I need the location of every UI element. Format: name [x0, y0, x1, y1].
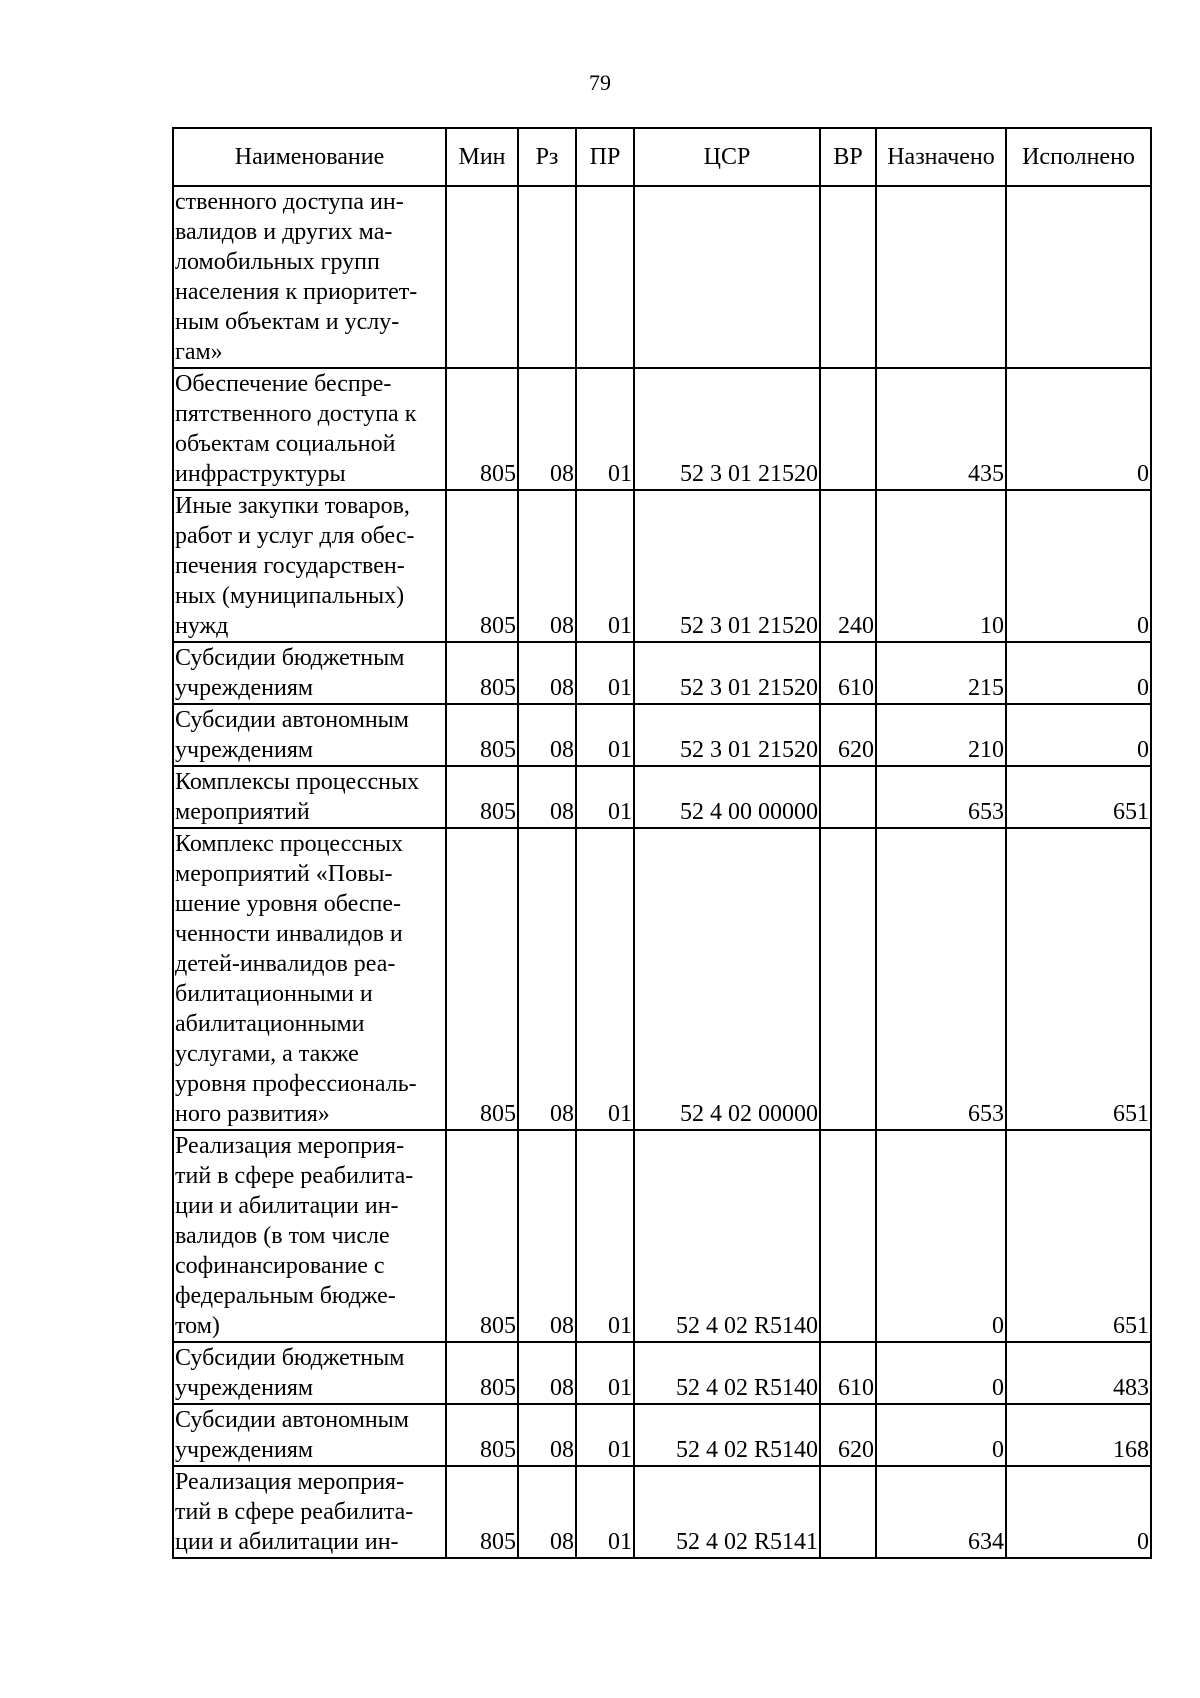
cell-min: 805	[446, 490, 518, 642]
cell-csr: 52 4 02 R5141	[634, 1466, 820, 1558]
cell-name: Субсидии автономным учреждениям	[173, 1404, 446, 1466]
cell-name: Субсидии бюджетным учреждениям	[173, 642, 446, 704]
header-executed: Исполнено	[1006, 128, 1151, 186]
cell-rz: 08	[518, 828, 576, 1130]
cell-csr: 52 4 02 R5140	[634, 1342, 820, 1404]
cell-assigned: 215	[876, 642, 1006, 704]
cell-name: Комплексы процессных мероприятий	[173, 766, 446, 828]
header-pr: ПР	[576, 128, 634, 186]
cell-pr: 01	[576, 1404, 634, 1466]
cell-csr: 52 3 01 21520	[634, 490, 820, 642]
cell-min: 805	[446, 368, 518, 490]
header-rz: Рз	[518, 128, 576, 186]
cell-pr: 01	[576, 704, 634, 766]
cell-name: Субсидии автономным учреждениям	[173, 704, 446, 766]
cell-rz: 08	[518, 704, 576, 766]
cell-csr	[634, 186, 820, 368]
cell-min: 805	[446, 1342, 518, 1404]
cell-min	[446, 186, 518, 368]
cell-vr: 610	[820, 1342, 876, 1404]
cell-executed: 651	[1006, 1130, 1151, 1342]
cell-pr: 01	[576, 766, 634, 828]
cell-pr: 01	[576, 368, 634, 490]
table-row	[173, 1342, 1151, 1404]
cell-vr: 620	[820, 1404, 876, 1466]
cell-name: Иные закупки товаров, работ и услуг для обес- печения государствен- ных (муниципальных) нужд	[173, 490, 446, 642]
cell-executed: 0	[1006, 642, 1151, 704]
cell-vr	[820, 1130, 876, 1342]
cell-assigned: 435	[876, 368, 1006, 490]
table-row	[173, 186, 1151, 368]
table-row	[173, 1404, 1151, 1466]
cell-pr: 01	[576, 642, 634, 704]
cell-assigned: 0	[876, 1404, 1006, 1466]
header-min: Мин	[446, 128, 518, 186]
cell-min: 805	[446, 1404, 518, 1466]
cell-min: 805	[446, 1130, 518, 1342]
cell-csr: 52 4 02 R5140	[634, 1404, 820, 1466]
cell-rz: 08	[518, 766, 576, 828]
cell-min: 805	[446, 766, 518, 828]
cell-rz: 08	[518, 490, 576, 642]
cell-min: 805	[446, 704, 518, 766]
header-name: Наименование	[173, 128, 446, 186]
cell-name: Обеспечение беспре- пятственного доступа к объектам социальной инфраструктуры	[173, 368, 446, 490]
cell-executed: 168	[1006, 1404, 1151, 1466]
page-number: 79	[589, 70, 611, 95]
cell-rz: 08	[518, 1466, 576, 1558]
cell-assigned: 10	[876, 490, 1006, 642]
cell-assigned: 0	[876, 1130, 1006, 1342]
cell-assigned: 653	[876, 766, 1006, 828]
table-row	[173, 704, 1151, 766]
table-body	[173, 186, 1151, 1558]
cell-executed: 651	[1006, 766, 1151, 828]
cell-csr: 52 4 00 00000	[634, 766, 820, 828]
cell-rz: 08	[518, 1342, 576, 1404]
cell-pr	[576, 186, 634, 368]
cell-rz: 08	[518, 1130, 576, 1342]
cell-min: 805	[446, 828, 518, 1130]
cell-csr: 52 4 02 00000	[634, 828, 820, 1130]
cell-name: Реализация мероприя- тий в сфере реабилита- ции и абилитации ин-	[173, 1466, 446, 1558]
budget-table	[172, 127, 1152, 1559]
cell-rz: 08	[518, 1404, 576, 1466]
header-csr: ЦСР	[634, 128, 820, 186]
cell-rz	[518, 186, 576, 368]
cell-assigned: 653	[876, 828, 1006, 1130]
cell-pr: 01	[576, 1130, 634, 1342]
cell-vr	[820, 1466, 876, 1558]
cell-vr: 240	[820, 490, 876, 642]
table-row	[173, 828, 1151, 1130]
cell-assigned	[876, 186, 1006, 368]
table-row	[173, 642, 1151, 704]
table-row	[173, 490, 1151, 642]
cell-executed	[1006, 186, 1151, 368]
header-assigned: Назначено	[876, 128, 1006, 186]
cell-rz: 08	[518, 642, 576, 704]
cell-vr: 620	[820, 704, 876, 766]
cell-rz: 08	[518, 368, 576, 490]
header-row	[173, 128, 1151, 186]
cell-csr: 52 3 01 21520	[634, 704, 820, 766]
cell-vr	[820, 186, 876, 368]
cell-min: 805	[446, 1466, 518, 1558]
table-row	[173, 368, 1151, 490]
cell-name: Реализация мероприя- тий в сфере реабилита- ции и абилитации ин- валидов (в том числе софинансирование с федеральным бюдже- том)	[173, 1130, 446, 1342]
cell-pr: 01	[576, 828, 634, 1130]
cell-name: Субсидии бюджетным учреждениям	[173, 1342, 446, 1404]
cell-executed: 483	[1006, 1342, 1151, 1404]
cell-vr	[820, 828, 876, 1130]
cell-executed: 0	[1006, 704, 1151, 766]
cell-csr: 52 4 02 R5140	[634, 1130, 820, 1342]
cell-assigned: 634	[876, 1466, 1006, 1558]
cell-pr: 01	[576, 490, 634, 642]
cell-assigned: 0	[876, 1342, 1006, 1404]
table-row	[173, 1130, 1151, 1342]
cell-executed: 0	[1006, 490, 1151, 642]
header-vr: ВР	[820, 128, 876, 186]
cell-csr: 52 3 01 21520	[634, 642, 820, 704]
cell-executed: 0	[1006, 368, 1151, 490]
cell-min: 805	[446, 642, 518, 704]
cell-pr: 01	[576, 1466, 634, 1558]
cell-name: ственного доступа ин- валидов и других ма- ломобильных групп населения к приоритет- ным объектам и услу- гам»	[173, 186, 446, 368]
cell-assigned: 210	[876, 704, 1006, 766]
cell-executed: 651	[1006, 828, 1151, 1130]
cell-vr	[820, 766, 876, 828]
cell-csr: 52 3 01 21520	[634, 368, 820, 490]
cell-vr: 610	[820, 642, 876, 704]
cell-name: Комплекс процессных мероприятий «Повы- шение уровня обеспе- ченности инвалидов и детей-инвалидов реа- билитационными и абилитационными услугами, а также уровня профессиональ- ного развития»	[173, 828, 446, 1130]
cell-vr	[820, 368, 876, 490]
cell-executed: 0	[1006, 1466, 1151, 1558]
table-row	[173, 1466, 1151, 1558]
table-row	[173, 766, 1151, 828]
cell-pr: 01	[576, 1342, 634, 1404]
